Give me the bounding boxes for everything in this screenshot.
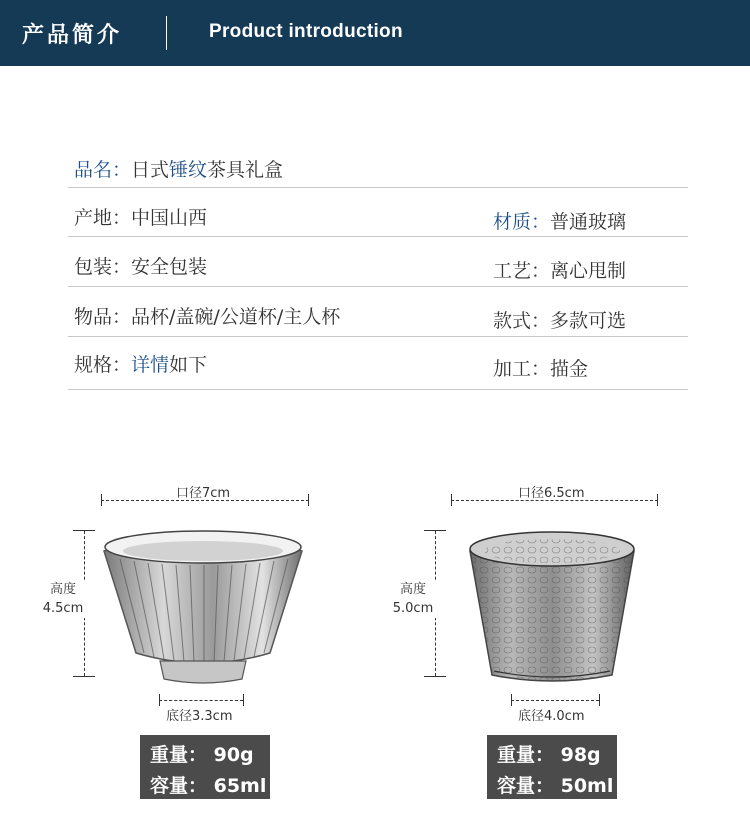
name-value-a: 日式: [131, 159, 170, 181]
cup2-capacity: 容量： 50ml: [497, 775, 614, 797]
cup1-base-line: [159, 700, 243, 701]
origin-value: 中国山西: [131, 207, 208, 229]
items-value: 品杯/盖碗/公道杯/主人杯: [131, 306, 341, 328]
cup2-mouth-tick-right: [657, 494, 658, 506]
process-label: 加工：: [493, 358, 551, 380]
cup1-mouth-line: [101, 500, 309, 501]
spec-craft: [493, 256, 626, 283]
cup1-base-label: 底径3.3cm: [166, 709, 233, 724]
spec-origin: [74, 203, 207, 230]
origin-label: 产地：: [74, 207, 132, 229]
header-title-en: Product introduction: [209, 21, 403, 42]
spec-items: [74, 302, 340, 329]
material-value: 普通玻璃: [550, 211, 627, 233]
cup1-image: [100, 525, 306, 685]
cup2-weight: 重量： 98g: [497, 744, 601, 766]
name-value-b: 锤纹: [169, 159, 208, 181]
spec-table: [68, 140, 688, 400]
package-label: 包装：: [74, 256, 132, 278]
size-value-b: 如下: [169, 354, 208, 376]
process-value: 描金: [550, 358, 589, 380]
header-banner: [0, 0, 750, 66]
name-label: 品名：: [74, 159, 132, 181]
spec-name: [74, 155, 283, 182]
size-value-a: 详情: [131, 354, 170, 376]
cup2-mouth-line: [451, 500, 658, 501]
spec-material: [493, 207, 626, 234]
spec-package: [74, 252, 207, 279]
craft-label: 工艺：: [493, 260, 551, 282]
cup2-height-value: 5.0cm: [392, 601, 434, 616]
cup2-height-label: [389, 580, 437, 618]
spec-row-size: [68, 337, 688, 390]
spec-process: [493, 354, 588, 381]
cup2-mouth-tick-left: [451, 494, 452, 506]
cup1-height-title: 高度: [49, 582, 76, 597]
cup2-base-tick-right: [599, 694, 600, 706]
spec-row-name: [68, 140, 688, 188]
spec-size: [74, 350, 207, 377]
cup1-height-tick-bottom: [73, 676, 95, 677]
cup2-height-title: 高度: [399, 582, 426, 597]
cup2-base-line: [511, 700, 599, 701]
cup1-capacity: 容量： 65ml: [150, 775, 267, 797]
spec-row-package: [68, 237, 688, 287]
items-label: 物品：: [74, 306, 132, 328]
cup2-image: [466, 525, 638, 687]
spec-row-origin: [68, 188, 688, 237]
cup1-mouth-tick-left: [101, 494, 102, 506]
cup1-base-tick-right: [243, 694, 244, 706]
craft-value: 离心甩制: [550, 260, 627, 282]
name-value-c: 茶具礼盒: [207, 159, 284, 181]
spec-style: [493, 306, 626, 333]
material-label: 材质：: [493, 211, 551, 233]
cup1-info-box: [140, 735, 270, 799]
header-title-cn: 产品简介: [22, 23, 123, 48]
style-value: 多款可选: [550, 310, 627, 332]
cup2-info-box: [487, 735, 617, 799]
cup1-mouth-tick-right: [308, 494, 309, 506]
style-label: 款式：: [493, 310, 551, 332]
header-divider: [166, 16, 167, 50]
cup1-height-value: 4.5cm: [42, 601, 84, 616]
size-label: 规格：: [74, 354, 132, 376]
cup1-height-label: [40, 580, 86, 618]
cup2-height-tick-bottom: [424, 676, 446, 677]
package-value: 安全包装: [131, 256, 208, 278]
cup1-mouth-label: 口径7cm: [176, 486, 231, 501]
cup2-base-label: 底径4.0cm: [518, 709, 585, 724]
spec-row-items: [68, 287, 688, 337]
cup2-mouth-label: 口径6.5cm: [518, 486, 585, 501]
cup1-weight: 重量： 90g: [150, 744, 254, 766]
